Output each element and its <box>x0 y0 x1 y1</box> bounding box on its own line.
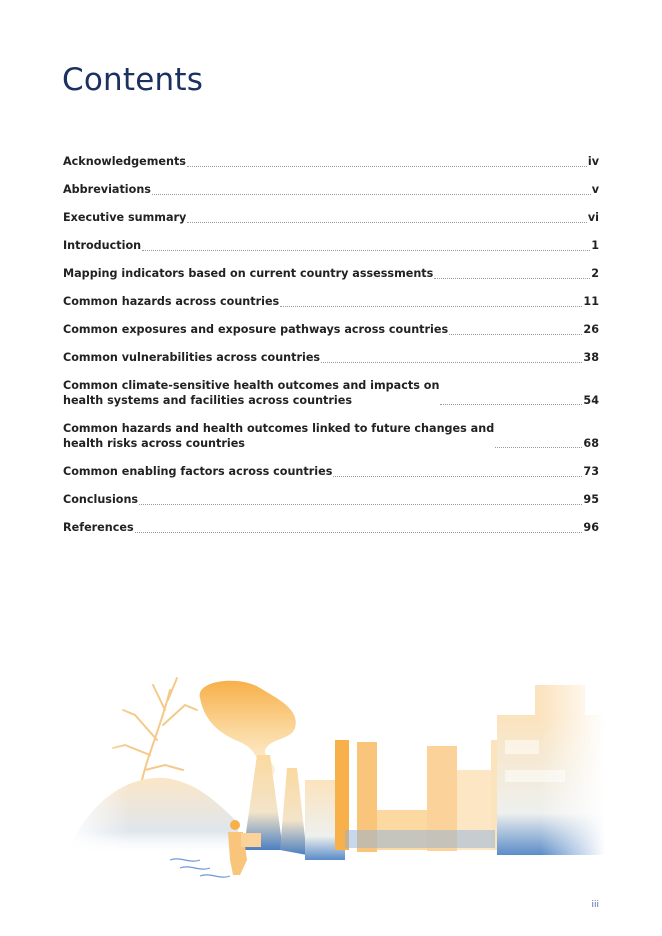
toc-entry-common-exposures[interactable] <box>63 323 599 338</box>
toc-entry-title: Conclusions <box>63 493 139 506</box>
toc-entry-introduction[interactable] <box>63 239 599 254</box>
dot-leader <box>449 334 582 335</box>
toc-entry-title: Abbreviations <box>63 183 151 196</box>
dot-leader <box>440 404 582 405</box>
toc-entry-executive-summary[interactable] <box>63 211 599 226</box>
toc-entry-title: Common exposures and exposure pathways across countries <box>63 323 449 336</box>
toc-entry-title: Common hazards across countries <box>63 295 280 308</box>
toc-entry-page: 26 <box>583 323 599 336</box>
toc-entry-acknowledgements[interactable] <box>63 155 599 170</box>
toc-entry-title: Acknowledgements <box>63 155 186 168</box>
dot-leader <box>139 504 582 505</box>
toc-entry-page: 54 <box>583 393 599 407</box>
dot-leader <box>142 250 590 251</box>
toc-entry-page: 95 <box>583 493 599 506</box>
toc-entry-title: Mapping indicators based on current country assessments <box>63 267 434 280</box>
toc-entry-title: Common vulnerabilities across countries <box>63 351 321 364</box>
toc-entry-conclusions[interactable] <box>63 493 599 508</box>
toc-entry-title: Introduction <box>63 239 142 252</box>
toc-entry-page: 2 <box>591 267 599 280</box>
toc-entry-page: 1 <box>591 239 599 252</box>
toc-entry-title: Common climate-sensitive health outcomes and impacts on health systems and facilities across countries <box>63 379 440 407</box>
toc-entry-page: 38 <box>583 351 599 364</box>
toc-entry-page: iv <box>587 155 599 168</box>
toc-entry-title: References <box>63 521 134 534</box>
dot-leader <box>321 362 582 363</box>
toc-entry-abbreviations[interactable] <box>63 183 599 198</box>
toc-entry-page: 68 <box>583 436 599 450</box>
toc-entry-common-hazards[interactable] <box>63 295 599 310</box>
toc-entry-title: Common hazards and health outcomes linked to future changes and health risks across countries <box>63 422 495 450</box>
dot-leader <box>280 306 582 307</box>
toc-entry-references[interactable] <box>63 521 599 536</box>
dot-leader <box>434 278 590 279</box>
climate-health-illustration <box>65 670 605 885</box>
toc-entry-common-vulnerabilities[interactable] <box>63 351 599 366</box>
toc-entry-mapping-indicators[interactable] <box>63 267 599 282</box>
page-number: iii <box>591 900 599 910</box>
dot-leader <box>135 532 583 533</box>
toc-entry-health-outcomes[interactable] <box>63 379 599 408</box>
dot-leader <box>187 222 587 223</box>
toc-entry-page: v <box>591 183 599 196</box>
dot-leader <box>187 166 587 167</box>
toc-entry-title: Common enabling factors across countries <box>63 465 333 478</box>
toc-entry-title: Executive summary <box>63 211 187 224</box>
page-title: Contents <box>62 62 204 98</box>
toc-entry-page: 73 <box>583 465 599 478</box>
toc-entry-page: 11 <box>583 295 599 308</box>
toc-entry-enabling-factors[interactable] <box>63 465 599 480</box>
toc-entry-page: 96 <box>583 521 599 534</box>
dot-leader <box>333 476 582 477</box>
dot-leader <box>152 194 591 195</box>
toc-entry-future-changes[interactable] <box>63 422 599 451</box>
toc-entry-page: vi <box>587 211 599 224</box>
dot-leader <box>495 447 582 448</box>
